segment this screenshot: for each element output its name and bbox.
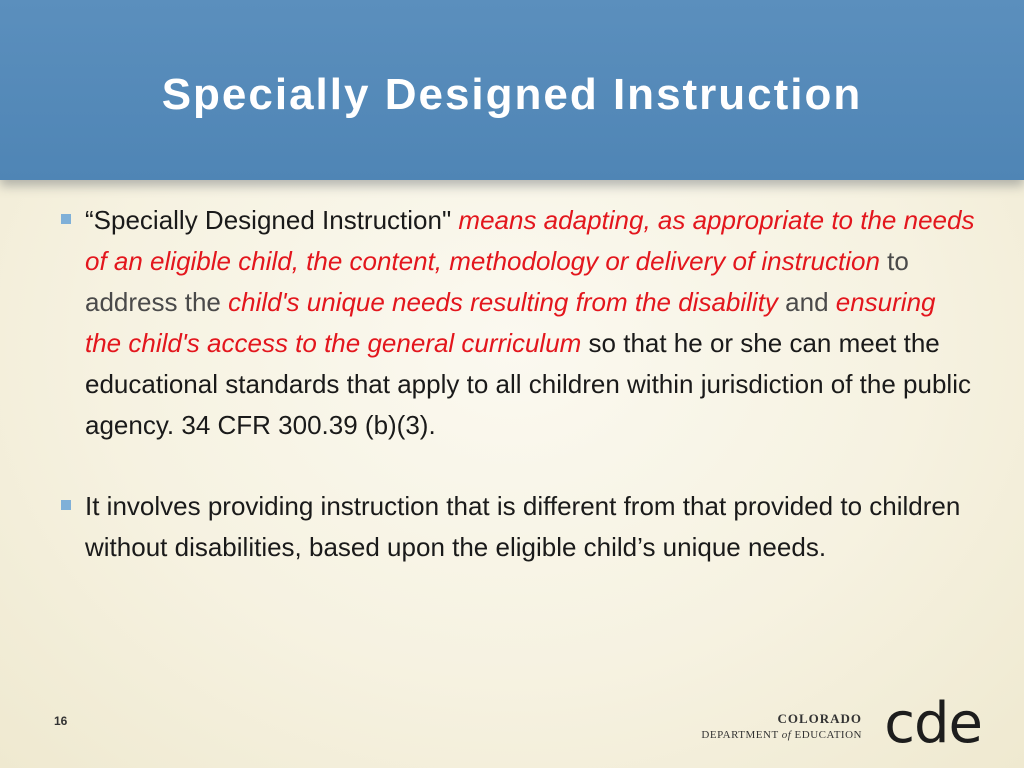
title-banner [0, 0, 1024, 180]
slide-title: Specially Designed Instruction [161, 70, 863, 119]
emphasis-segment: child's unique needs resulting from the disability [228, 287, 778, 317]
square-bullet-icon [61, 500, 71, 510]
text-segment: and [777, 287, 836, 317]
bullet-item [58, 200, 978, 446]
logo-of: of [781, 729, 792, 741]
text-segment: s unique needs. [642, 532, 827, 562]
logo-wordmark [701, 711, 862, 743]
square-bullet-icon [61, 214, 71, 224]
bullet-item [58, 486, 978, 568]
page-number: 16 [54, 714, 68, 728]
logo-department-word: DEPARTMENT [701, 729, 779, 741]
bullet-text [85, 491, 960, 562]
slide-body [58, 200, 978, 608]
text-segment: so that he or she can meet the educational standards that apply to all children within jurisdiction of the public agency. 34 CFR 300.39 (b)(3). [85, 328, 971, 440]
logo-education-word: EDUCATION [794, 729, 862, 741]
bullet-text [85, 205, 974, 440]
cde-mark-icon: cde [884, 691, 982, 756]
logo-state: COLORADO [777, 711, 862, 726]
text-segment: “Specially Designed Instruction" [85, 205, 459, 235]
logo-department [701, 727, 862, 743]
cde-logo [690, 691, 990, 756]
emphasis-segment: means adapting, as appropriate to the needs of an eligible child, the content, methodology or delivery of instruction [85, 205, 975, 276]
emphasis-segment: ensuring the child's access to the general curriculum [85, 287, 936, 358]
text-segment: It involves providing instruction that is different from that provided to children without disabilities, based upon the eligible child [85, 491, 961, 562]
apostrophe: ’ [637, 532, 643, 562]
text-segment: to address the [85, 246, 909, 317]
